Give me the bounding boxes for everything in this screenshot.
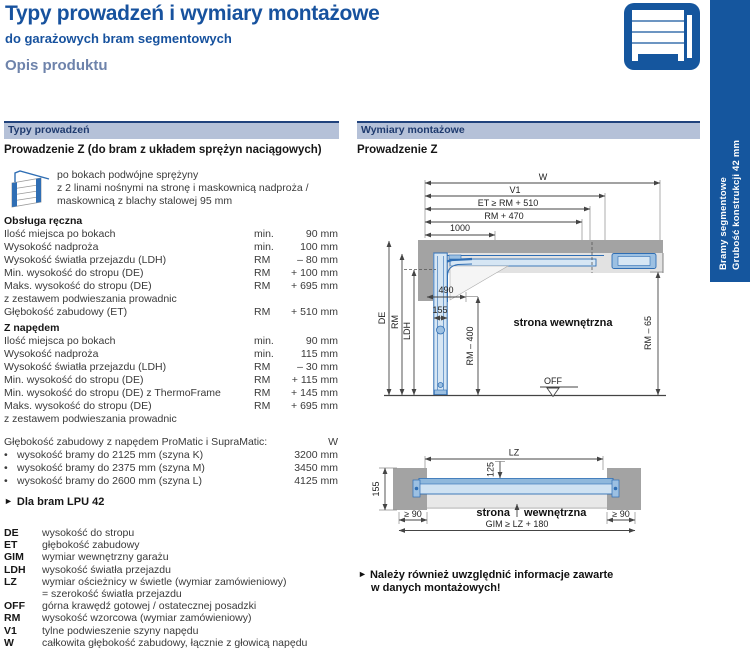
dim-label-490: 490 (438, 285, 454, 295)
dim-label-125: 125 (485, 461, 496, 478)
note-text1: Należy również uwzględnić informacje zawarte (369, 569, 614, 581)
spec-value: – 80 mm (297, 254, 338, 266)
spec-qualifier: RM (254, 280, 271, 292)
inner-side-label-word1: strona (476, 507, 510, 519)
spec-label: Min. wysokość do stropu (DE) (4, 374, 144, 386)
legend-term: OFF (4, 600, 25, 613)
drive-depth-table (4, 436, 338, 488)
spec-value: 115 mm (300, 348, 338, 360)
spec-qualifier (254, 413, 286, 426)
spec-label: z zestawem podwieszania prowadnic (4, 413, 177, 425)
inner-side-label-word2: wewnętrzna (524, 507, 587, 519)
spec-qualifier: RM (254, 254, 271, 266)
powered-operation-table (4, 322, 338, 426)
legend-definition: wysokość wzorcowa (wymiar zamówieniowy) (42, 612, 252, 625)
lpu42-heading (4, 496, 104, 508)
legend-term: LZ (4, 575, 17, 588)
side-tab-text (710, 0, 750, 282)
table-row (4, 241, 338, 254)
table-row (4, 348, 338, 361)
spec-qualifier: RM (254, 400, 271, 412)
spec-value (286, 293, 338, 306)
spec-value: + 100 mm (291, 267, 338, 279)
table-row (4, 361, 338, 374)
section-bar-track-types: Typy prowadzeń (4, 121, 339, 139)
table-row (4, 387, 338, 400)
side-tab-line2: Grubość konstrukcji 42 mm (731, 139, 742, 270)
spec-label: wysokość bramy do 2375 mm (szyna M) (17, 462, 205, 474)
bullet-icon: • (4, 462, 8, 474)
table-row (4, 413, 338, 426)
spec-qualifier (254, 293, 286, 306)
legend-definition: głębokość zabudowy (42, 539, 140, 552)
spec-value: + 510 mm (291, 306, 338, 318)
spec-value: 4125 mm (294, 475, 338, 487)
description-line: po bokach podwójne sprężyny (57, 169, 199, 181)
arrow-right-icon: ► (4, 496, 13, 506)
manual-operation-table (4, 215, 338, 319)
side-tab-line1: Bramy segmentowe (718, 177, 729, 270)
dim-label-w: W (538, 172, 548, 182)
inner-side-label: strona wewnętrzna (513, 317, 613, 329)
spec-qualifier: min. (254, 348, 274, 360)
dim-label-gim: GIM ≥ LZ + 180 (485, 519, 549, 529)
spec-value: – 30 mm (297, 361, 338, 373)
legend-row (4, 637, 344, 649)
legend-definition: tylne podwieszenie szyny napędu (42, 624, 199, 637)
spec-label: Wysokość światła przejazdu (LDH) (4, 361, 167, 373)
spec-value: + 695 mm (291, 400, 338, 412)
spec-label: z zestawem podwieszania prowadnic (4, 293, 177, 305)
table-row (4, 436, 338, 449)
dim-label-v1: V1 (509, 185, 521, 195)
dim-label-1000: 1000 (449, 223, 471, 233)
legend-term: LDH (4, 563, 26, 576)
side-section-diagram (357, 160, 700, 410)
dim-label-ge90-left: ≥ 90 (404, 509, 422, 519)
dim-label-rm: RM (390, 315, 400, 329)
bullet-icon: • (4, 475, 8, 487)
description-line: z 2 linami nośnymi na stronę i maskownicą nadproża / (57, 182, 309, 194)
dim-label-155-plan: 155 (371, 481, 381, 497)
spec-label: Ilość miejsca po bokach (4, 335, 116, 347)
legend-term: RM (4, 612, 21, 625)
side-tab (710, 0, 750, 282)
spec-label: Głębokość zabudowy z napędem ProMatic i SupraMatic: (4, 436, 268, 448)
spec-label: Wysokość światła przejazdu (LDH) (4, 254, 167, 266)
lpu42-heading-text: Dla bram LPU 42 (16, 496, 105, 508)
table-title: Obsługa ręczna (4, 215, 83, 227)
spec-value: 3450 mm (294, 462, 338, 474)
table-row (4, 475, 338, 488)
spec-label: Min. wysokość do stropu (DE) (4, 267, 144, 279)
legend-row (4, 600, 344, 612)
legend-term: ET (4, 539, 18, 552)
dim-label-ge90-right: ≥ 90 (612, 509, 630, 519)
spec-value: 100 mm (300, 241, 338, 253)
off-label: OFF (544, 376, 562, 386)
legend-term: W (4, 636, 14, 649)
spec-label: Min. wysokość do stropu (DE) z ThermoFrame (4, 387, 221, 399)
table-row (4, 335, 338, 348)
legend-row (4, 539, 344, 551)
mounting-data-note (358, 568, 613, 595)
spec-qualifier: min. (254, 228, 274, 240)
spec-label: wysokość bramy do 2125 mm (szyna K) (17, 449, 204, 461)
legend-term: V1 (4, 624, 17, 637)
bullet-icon: • (4, 449, 8, 461)
spec-label: Maks. wysokość do stropu (DE) (4, 400, 152, 412)
table-row (4, 449, 338, 462)
track-z-heading: Prowadzenie Z (do bram z układem sprężyn naciągowych) (4, 144, 322, 156)
table-row (4, 462, 338, 475)
legend-definition: wymiar wewnętrzny garażu (42, 551, 169, 564)
spec-value (286, 413, 338, 426)
spec-value: 90 mm (305, 228, 338, 240)
page-subtitle: do garażowych bram segmentowych (5, 31, 232, 46)
spec-label: Wysokość nadproża (4, 348, 99, 360)
table-row (4, 280, 338, 293)
legend-row (4, 625, 344, 637)
spec-qualifier: min. (254, 335, 274, 347)
spec-qualifier: RM (254, 267, 271, 279)
dim-label-155: 155 (432, 305, 448, 315)
page-title: Typy prowadzeń i wymiary montażowe (5, 2, 380, 25)
note-line2: w danych montażowych! (371, 582, 501, 594)
spec-qualifier: RM (254, 374, 271, 386)
legend-term: DE (4, 527, 19, 539)
dim-label-rm400: RM – 400 (465, 326, 475, 366)
spec-label: Wysokość nadproża (4, 241, 99, 253)
operator-head (612, 254, 656, 269)
spring-door-sketch-icon (8, 169, 52, 209)
legend-definition: wysokość światła przejazdu (42, 563, 171, 576)
spec-value: + 695 mm (291, 280, 338, 292)
door-leaf-and-curve (434, 253, 508, 395)
legend-row (4, 564, 344, 576)
legend-row (4, 576, 344, 600)
legend-term: GIM (4, 551, 24, 564)
spec-label: wysokość bramy do 2600 mm (szyna L) (17, 475, 202, 487)
section-bar-mounting-dimensions: Wymiary montażowe (357, 121, 700, 139)
dim-label-de: DE (377, 311, 387, 325)
plan-section-diagram (357, 440, 700, 537)
table-title: Z napędem (4, 322, 60, 334)
spec-value: + 115 mm (291, 374, 338, 386)
dim-label-et: ET ≥ RM + 510 (477, 198, 539, 208)
spec-qualifier: RM (254, 361, 271, 373)
spec-label: Głębokość zabudowy (ET) (4, 306, 128, 318)
dim-label-lz: LZ (508, 447, 520, 458)
spec-label: Maks. wysokość do stropu (DE) (4, 280, 152, 292)
plan-door-panel (413, 479, 619, 498)
mounting-z-heading: Prowadzenie Z (357, 144, 438, 156)
description-line: maskownicą z blachy stalowej 95 mm (57, 195, 233, 207)
dim-label-rm65: RM – 65 (643, 315, 653, 351)
dim-label-rm470: RM + 470 (484, 211, 524, 221)
spec-value: + 145 mm (291, 387, 338, 399)
abbreviation-legend (4, 527, 344, 649)
spec-value: 90 mm (305, 335, 338, 347)
spec-value: W (328, 436, 338, 448)
table-row (4, 306, 338, 319)
table-row (4, 293, 338, 306)
section-title: Opis produktu (5, 57, 108, 74)
legend-definition-line: = szerokość światła przejazdu (42, 588, 182, 601)
track-z-description (57, 169, 309, 208)
spec-label: Ilość miejsca po bokach (4, 228, 116, 240)
legend-row (4, 527, 344, 539)
dim-label-ldh: LDH (402, 321, 412, 341)
spec-value: 3200 mm (294, 449, 338, 461)
spec-qualifier: RM (254, 387, 271, 399)
table-row (4, 267, 338, 280)
legend-definition: całkowita głębokość zabudowy, łącznie z głowicą napędu (42, 636, 308, 649)
legend-definition: górna krawędź gotowej / ostatecznej posadzki (42, 600, 257, 613)
spec-qualifier: min. (254, 241, 274, 253)
legend-row (4, 551, 344, 563)
table-row (4, 374, 338, 387)
table-row (4, 254, 338, 267)
legend-row (4, 612, 344, 624)
legend-definition-line: wymiar ościeżnicy w świetle (wymiar zamówieniowy) (42, 575, 287, 588)
spec-qualifier: RM (254, 306, 271, 318)
table-row (4, 228, 338, 241)
legend-definition (42, 576, 344, 600)
legend-definition: wysokość do stropu (42, 527, 135, 539)
arrow-right-icon: ► (358, 569, 367, 579)
note-line1 (358, 568, 613, 582)
table-row (4, 400, 338, 413)
sectional-door-icon (624, 3, 700, 70)
